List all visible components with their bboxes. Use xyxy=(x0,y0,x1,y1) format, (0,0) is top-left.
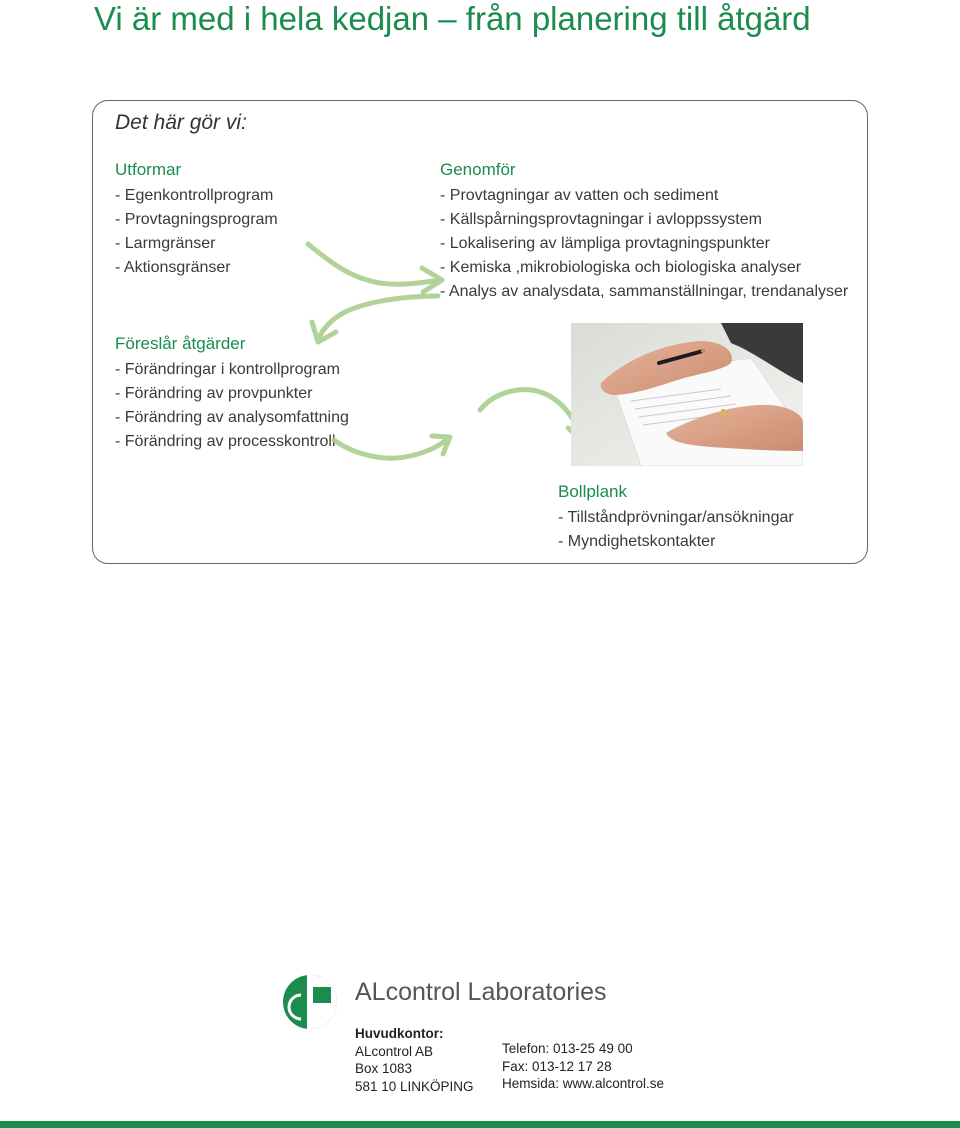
alcontrol-logo-icon xyxy=(281,973,339,1031)
list-item: - Lokalisering av lämpliga provtagningspunkter xyxy=(440,235,770,252)
footer-bar xyxy=(0,1121,960,1128)
list-item: - Tillståndprövningar/ansökningar xyxy=(558,509,794,526)
section-heading: Föreslår åtgärder xyxy=(115,334,246,353)
list-item: - Kemiska ,mikrobiologiska och biologiska analyser xyxy=(440,259,802,276)
list-item: - Förändringar i kontrollprogram xyxy=(115,361,340,378)
page-title: Vi är med i hela kedjan – från planering till åtgärd xyxy=(94,0,811,37)
list-item: - Aktionsgränser xyxy=(115,259,231,276)
list-item: - Förändring av provpunkter xyxy=(115,385,313,402)
brand-name: ALcontrol Laboratories xyxy=(355,978,607,1006)
list-item: - Larmgränser xyxy=(115,235,216,252)
list-item: - Förändring av analysomfattning xyxy=(115,409,349,426)
intro-heading: Det här gör vi: xyxy=(115,111,247,134)
office-label: Huvudkontor: xyxy=(355,1026,444,1041)
section-heading: Genomför xyxy=(440,160,516,179)
fax-number: Fax: 013-12 17 28 xyxy=(502,1058,612,1074)
section-heading: Utformar xyxy=(115,160,182,179)
postal-box: Box 1083 xyxy=(355,1061,413,1076)
section-utformar xyxy=(115,158,278,280)
section-heading: Bollplank xyxy=(558,482,627,501)
list-item: - Förändring av processkontroll xyxy=(115,433,336,450)
hands-signing-photo xyxy=(571,323,803,466)
contact-details xyxy=(502,1040,664,1093)
section-genomfor xyxy=(440,158,848,304)
list-item: - Egenkontrollprogram xyxy=(115,187,274,204)
website[interactable]: Hemsida: www.alcontrol.se xyxy=(502,1076,665,1091)
list-item: - Myndighetskontakter xyxy=(558,533,716,550)
company-name: ALcontrol AB xyxy=(355,1043,434,1059)
list-item: - Provtagningar av vatten och sediment xyxy=(440,187,719,204)
phone-number: Telefon: 013-25 49 00 xyxy=(502,1041,633,1056)
list-item: - Analys av analysdata, sammanställningar, trendanalyser xyxy=(440,283,849,300)
contact-address xyxy=(355,1025,474,1095)
section-bollplank xyxy=(558,480,794,554)
postal-city: 581 10 LINKÖPING xyxy=(355,1078,474,1094)
section-foreslar xyxy=(115,332,349,454)
list-item: - Provtagningsprogram xyxy=(115,211,278,228)
list-item: - Källspårningsprovtagningar i avloppssystem xyxy=(440,211,762,228)
